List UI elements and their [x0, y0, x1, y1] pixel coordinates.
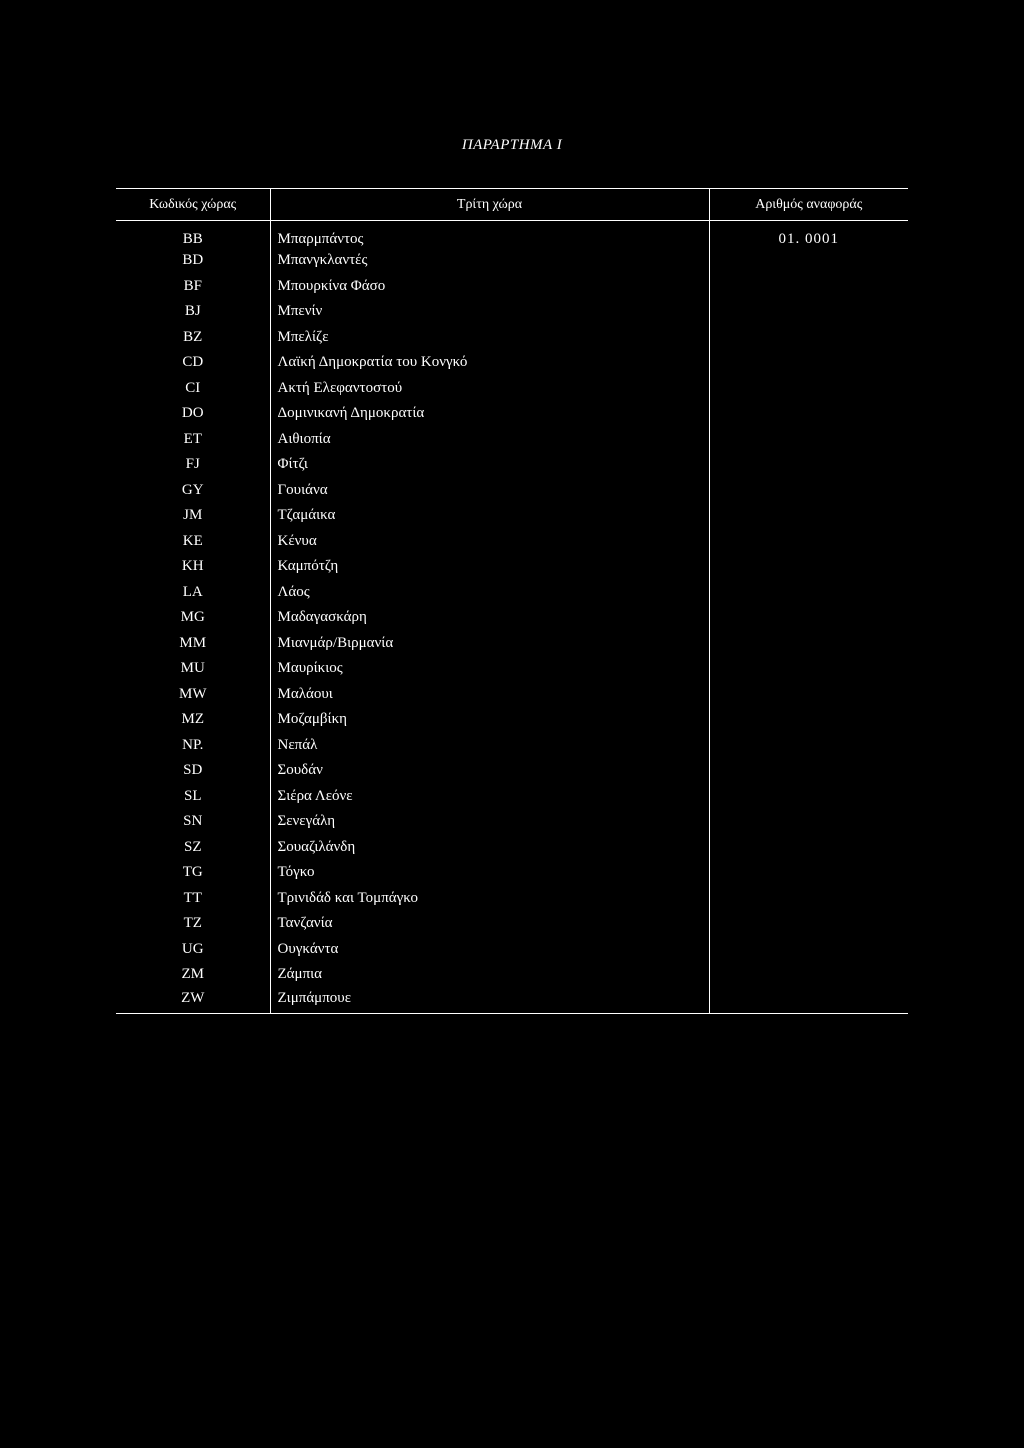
header-country-code: Κωδικός χώρας: [116, 189, 270, 221]
table-row: [116, 809, 908, 835]
reference-number-cell: [709, 503, 908, 529]
reference-number-cell: 01. 0001: [778, 231, 839, 247]
country-name-cell: Μπουρκίνα Φάσο: [270, 274, 709, 300]
table-row: [116, 605, 908, 631]
reference-number-cell: [709, 376, 908, 402]
country-name-cell: Σουδάν: [270, 758, 709, 784]
table-row: [116, 860, 908, 886]
country-name-cell: Μπανγκλαντές: [270, 248, 709, 274]
reference-number-cell: [709, 656, 908, 682]
country-name-cell: Ζιμπάμπουε: [270, 988, 709, 1014]
country-code-cell: SD: [116, 758, 270, 784]
country-code-cell: KH: [116, 554, 270, 580]
reference-number-cell: [709, 529, 908, 555]
reference-number-cell: [709, 580, 908, 606]
country-name-cell: Μπελίζε: [270, 325, 709, 351]
country-name-cell: Τζαμάικα: [270, 503, 709, 529]
country-code-cell: SN: [116, 809, 270, 835]
country-code-cell: ET: [116, 427, 270, 453]
country-name-cell: Καμπότζη: [270, 554, 709, 580]
country-code-cell: BB: [116, 221, 270, 249]
table-row: [116, 784, 908, 810]
country-name-cell: Μαλάουι: [270, 682, 709, 708]
country-name-cell: Μαδαγασκάρη: [270, 605, 709, 631]
reference-number-cell: [709, 401, 908, 427]
country-code-cell: BD: [116, 248, 270, 274]
country-table-container: [116, 188, 908, 1014]
page-title: ΠΑΡΑΡΤΗΜΑ I: [461, 137, 563, 153]
header-reference-number: Αριθμός αναφοράς: [755, 196, 863, 212]
table-row: [116, 835, 908, 861]
reference-number-cell: [709, 248, 908, 274]
table-row: [116, 554, 908, 580]
reference-number-cell: [709, 733, 908, 759]
reference-number-cell: [709, 682, 908, 708]
country-name-cell: Ουγκάντα: [270, 937, 709, 963]
country-name-cell: Σενεγάλη: [270, 809, 709, 835]
table-row: [116, 707, 908, 733]
reference-number-cell: [709, 758, 908, 784]
table-row: [116, 656, 908, 682]
country-code-cell: MZ: [116, 707, 270, 733]
reference-number-cell: [709, 631, 908, 657]
reference-number-cell: [709, 886, 908, 912]
country-name-cell: Μιανμάρ/Βιρμανία: [270, 631, 709, 657]
country-code-cell: CI: [116, 376, 270, 402]
country-name-cell: Λαϊκή Δημοκρατία του Κονγκό: [270, 350, 709, 376]
header-third-country: Τρίτη χώρα: [270, 189, 709, 221]
table-row: [116, 733, 908, 759]
country-name-cell: Αιθιοπία: [270, 427, 709, 453]
country-code-cell: KE: [116, 529, 270, 555]
country-name-cell: Μοζαμβίκη: [270, 707, 709, 733]
country-code-cell: NP.: [116, 733, 270, 759]
table-row: [116, 988, 908, 1014]
country-code-cell: GY: [116, 478, 270, 504]
reference-number-cell: [709, 937, 908, 963]
country-code-cell: UG: [116, 937, 270, 963]
country-code-cell: MG: [116, 605, 270, 631]
table-header: [116, 189, 908, 221]
table-row: [116, 911, 908, 937]
reference-number-cell: [709, 784, 908, 810]
country-name-cell: Λάος: [270, 580, 709, 606]
table-row: [116, 299, 908, 325]
table-row: [116, 886, 908, 912]
table-row: [116, 529, 908, 555]
country-code-cell: MW: [116, 682, 270, 708]
country-name-cell: Σιέρα Λεόνε: [270, 784, 709, 810]
table-row: [116, 350, 908, 376]
country-name-cell: Γουιάνα: [270, 478, 709, 504]
country-code-cell: ZM: [116, 962, 270, 988]
country-name-cell: Δομινικανή Δημοκρατία: [270, 401, 709, 427]
country-code-cell: TG: [116, 860, 270, 886]
country-code-cell: JM: [116, 503, 270, 529]
reference-number-cell: [709, 350, 908, 376]
country-name-cell: Φίτζι: [270, 452, 709, 478]
country-code-cell: SL: [116, 784, 270, 810]
reference-number-cell: [709, 707, 908, 733]
country-name-cell: Μπενίν: [270, 299, 709, 325]
country-code-cell: ZW: [116, 988, 270, 1014]
country-name-cell: Ζάμπια: [270, 962, 709, 988]
table-row: [116, 962, 908, 988]
table-row: [116, 401, 908, 427]
reference-number-cell: [709, 452, 908, 478]
reference-number-cell: [709, 325, 908, 351]
table-row: [116, 452, 908, 478]
country-code-cell: SZ: [116, 835, 270, 861]
table-row: [116, 478, 908, 504]
reference-number-cell: [709, 962, 908, 988]
reference-number-cell: [709, 299, 908, 325]
country-name-cell: Μαυρίκιος: [270, 656, 709, 682]
reference-number-cell: [709, 427, 908, 453]
country-code-cell: MU: [116, 656, 270, 682]
reference-number-cell: [709, 809, 908, 835]
country-code-cell: TT: [116, 886, 270, 912]
table-row: [116, 376, 908, 402]
country-name-cell: Σουαζιλάνδη: [270, 835, 709, 861]
country-code-cell: MM: [116, 631, 270, 657]
table-row: [116, 631, 908, 657]
country-table: [116, 188, 908, 1014]
table-row: [116, 248, 908, 274]
table-row: [116, 580, 908, 606]
country-code-cell: DO: [116, 401, 270, 427]
country-name-cell: Κένυα: [270, 529, 709, 555]
table-row: [116, 274, 908, 300]
country-code-cell: FJ: [116, 452, 270, 478]
table-row: [116, 758, 908, 784]
country-code-cell: CD: [116, 350, 270, 376]
reference-number-cell: [709, 835, 908, 861]
country-code-cell: BF: [116, 274, 270, 300]
table-row: [116, 325, 908, 351]
table-row: [116, 937, 908, 963]
country-name-cell: Νεπάλ: [270, 733, 709, 759]
reference-number-cell: [709, 988, 908, 1014]
country-name-cell: Τανζανία: [270, 911, 709, 937]
country-code-cell: TZ: [116, 911, 270, 937]
table-row: [116, 221, 908, 249]
country-code-cell: BJ: [116, 299, 270, 325]
country-name-cell: Ακτή Ελεφαντοστού: [270, 376, 709, 402]
header-row: [116, 189, 908, 221]
country-code-cell: LA: [116, 580, 270, 606]
reference-number-cell: [709, 605, 908, 631]
reference-number-cell: [709, 478, 908, 504]
country-name-cell: Τόγκο: [270, 860, 709, 886]
table-body: [116, 221, 908, 1014]
country-code-cell: BZ: [116, 325, 270, 351]
reference-number-cell: [709, 554, 908, 580]
table-row: [116, 427, 908, 453]
table-row: [116, 503, 908, 529]
country-name-cell: Τρινιδάδ και Τομπάγκο: [270, 886, 709, 912]
reference-number-cell: [709, 274, 908, 300]
table-row: [116, 682, 908, 708]
country-name-cell: Μπαρμπάντος: [270, 221, 709, 249]
reference-number-cell: [709, 911, 908, 937]
reference-number-cell: [709, 860, 908, 886]
